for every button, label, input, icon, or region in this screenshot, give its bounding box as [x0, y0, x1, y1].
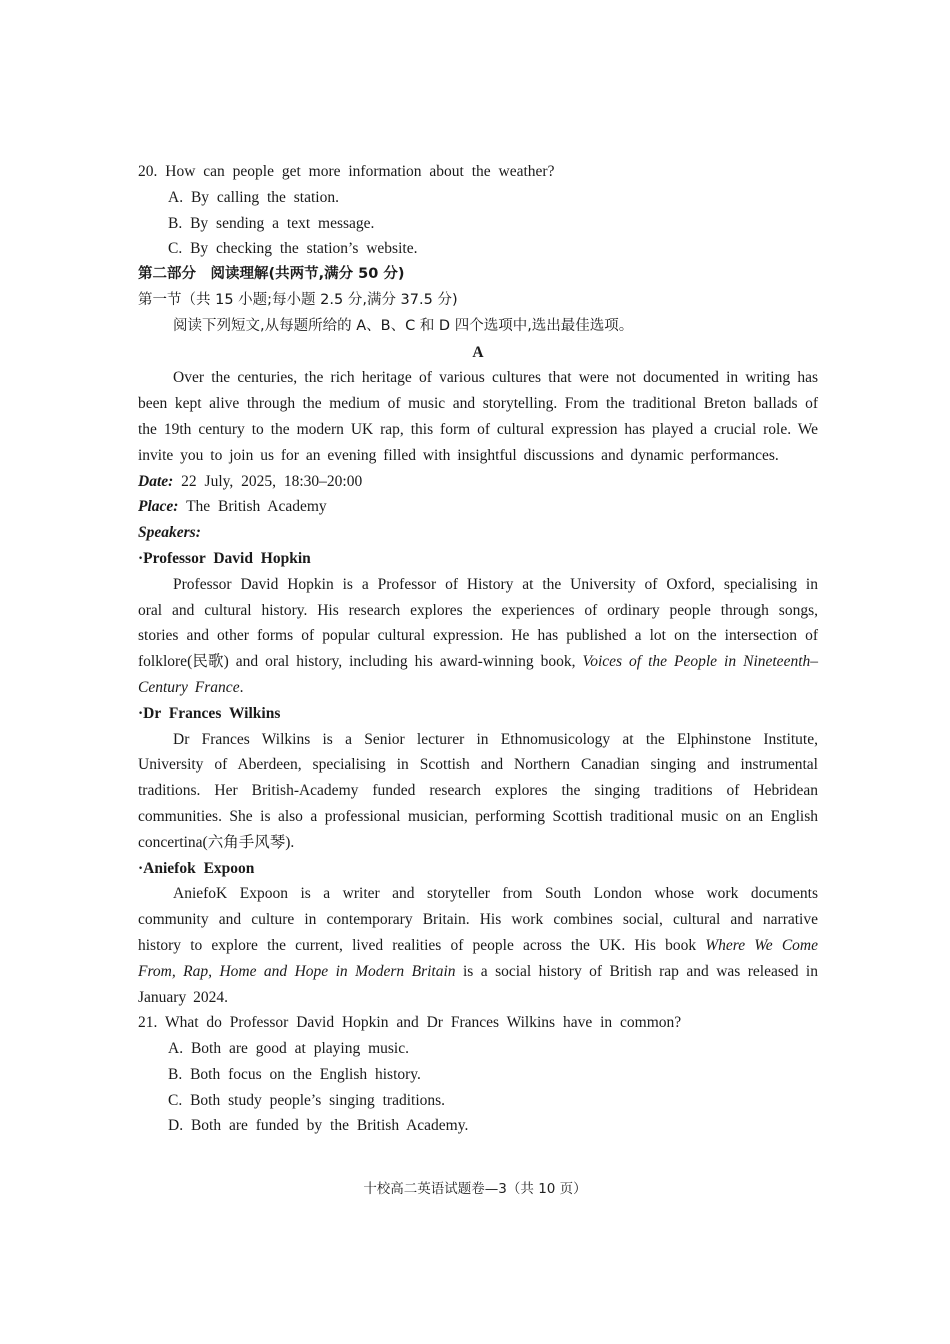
expoon-bio-end: is a social history of British rap and was released in January 2024. — [138, 962, 818, 1006]
q21-option-b: B. Both focus on the English history. — [168, 1065, 421, 1083]
expoon-book-title: Where We Come From, Rap, Home and Hope in Modern Britain — [138, 936, 818, 980]
speaker-name-expoon: ·Aniefok Expoon — [138, 859, 255, 877]
event-place — [138, 494, 818, 520]
hopkin-bio-text: Professor David Hopkin is a Professor of History at the University of Oxford, specialising in oral and cultural history. His research explores the experiences of ordinary people through songs, stories and other forms of popular cultural expression. He has published a lot on the intersection of folklore(民歌) and oral history, including his award-winning book, — [138, 575, 818, 671]
passage-intro: Over the centuries, the rich heritage of various cultures that were not documented in writing has been kept alive through the medium of music and storytelling. From the traditional Breton ballads of the 19th century to the modern UK rap, this form of cultural expression has played a crucial role. We invite you to join us for an evening filled with insightful discussions and dynamic performances. — [138, 369, 818, 464]
speakers-label: Speakers: — [138, 524, 201, 542]
expoon-bio-text: AniefoK Expoon is a writer and storyteller from South London whose work documents community and culture in contemporary Britain. His work combines social, cultural and narrative history to explore the current, lived realities of people across the UK. His book — [138, 885, 818, 954]
place-value: The British Academy — [186, 498, 327, 516]
date-label: Date: — [138, 472, 174, 490]
passage-letter: A — [472, 343, 484, 361]
place-label: Place: — [138, 498, 179, 516]
page-footer: 十校高二英语试题卷—3（共 10 页） — [363, 1181, 587, 1197]
speaker-bio-expoon — [138, 881, 818, 1010]
q20-option-a: A. By calling the station. — [168, 188, 339, 206]
q21-option-a: A. Both are good at playing music. — [168, 1040, 409, 1058]
reading-instruction: 阅读下列短文,从每题所给的 A、B、C 和 D 四个选项中,选出最佳选项。 — [173, 317, 634, 334]
hopkin-book-title: Voices of the People in Nineteenth–Century France — [138, 653, 819, 696]
hopkin-bio-end: . — [239, 678, 244, 696]
q21-stem: 21. What do Professor David Hopkin and Dr Frances Wilkins have in common? — [138, 1014, 682, 1032]
date-value: 22 July, 2025, 18:30–20:00 — [181, 472, 363, 490]
speaker-name-wilkins: ·Dr Frances Wilkins — [138, 704, 281, 722]
q20-option-c: C. By checking the station’s website. — [168, 240, 418, 258]
event-date — [138, 469, 818, 495]
q21-option-d: D. Both are funded by the British Academy. — [168, 1117, 469, 1135]
q20-option-b: B. By sending a text message. — [168, 214, 375, 232]
speaker-name-hopkin: ·Professor David Hopkin — [138, 549, 311, 567]
section1-heading: 第一节（共 15 小题;每小题 2.5 分,满分 37.5 分) — [138, 291, 458, 308]
speaker-bio-wilkins: Dr Frances Wilkins is a Senior lecturer in Ethnomusicology at the Elphinstone Institute, University of Aberdeen, specialising in Scottish and Northern Canadian singing and instrumental traditions. Her British-Academy funded research explores the singing traditions of Hebridean communities. She is also a professional musician, performing Scottish traditional music on an English concertina(六角手风琴). — [138, 730, 818, 851]
part2-heading: 第二部分 阅读理解(共两节,满分 50 分) — [138, 266, 405, 283]
speaker-bio-hopkin — [138, 572, 818, 701]
exam-page — [138, 159, 818, 1139]
q20-stem: 20. How can people get more information about the weather? — [138, 163, 555, 180]
q21-option-c: C. Both study people’s singing traditions. — [168, 1091, 446, 1109]
